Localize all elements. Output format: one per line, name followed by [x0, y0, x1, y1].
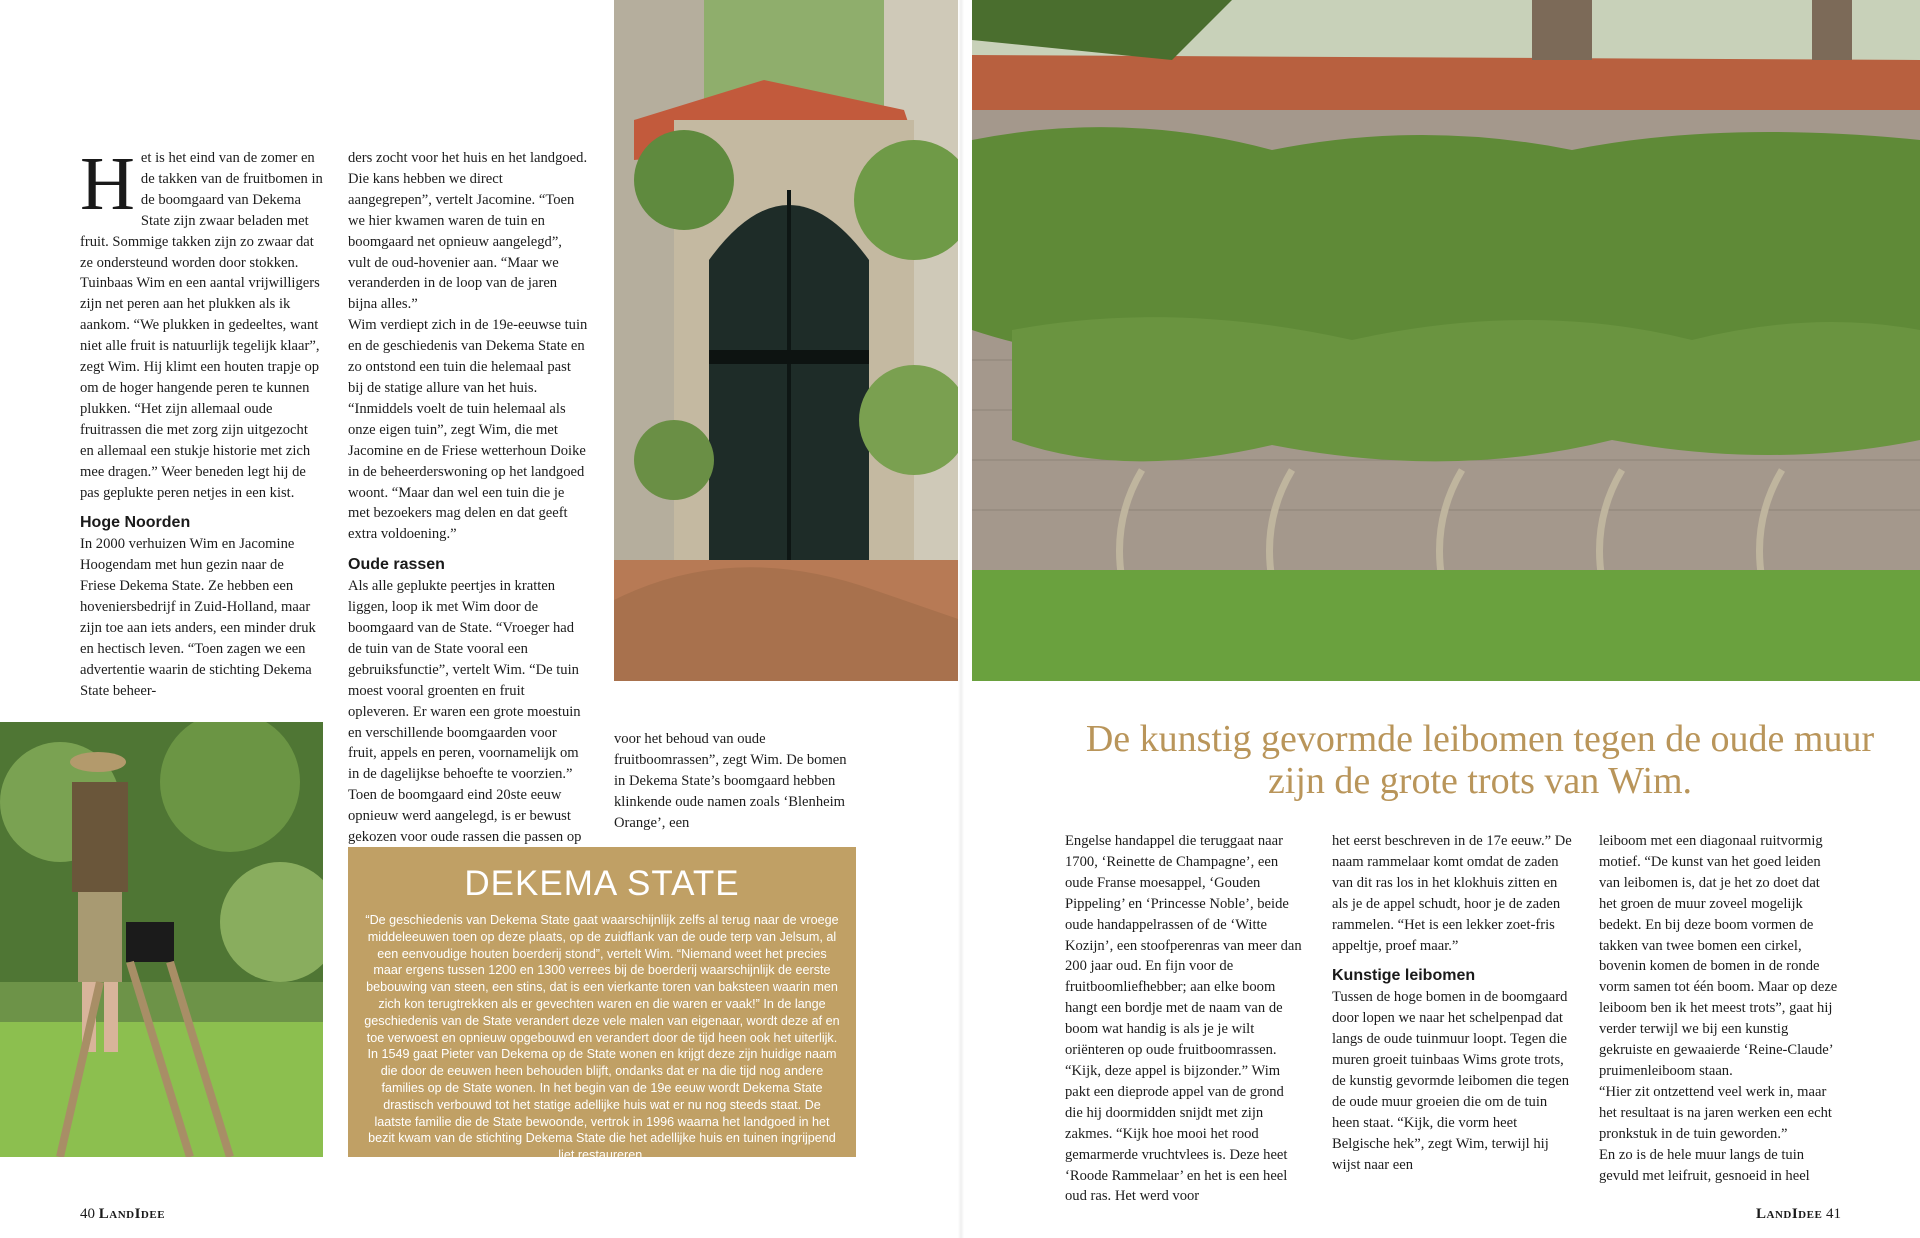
- paragraph: Toen de boomgaard eind 20ste eeuw opnieuw werd aangelegd, is er bewust gekozen voor oude rassen die passen op: [348, 787, 582, 846]
- left-col-3: [614, 729, 856, 834]
- pull-quote: De kunstig gevormde leibomen tegen de oude muur zijn de grote trots van Wim.: [1085, 718, 1875, 802]
- folio-left: [80, 1206, 165, 1223]
- dropcap: H: [80, 142, 135, 226]
- sidebar-text: “De geschiedenis van Dekema State gaat waarschijnlijk zelfs al terug naar de vroege middeleeuwen toen op deze plaats, op de zuidflank van de oude terp van Jelsum, al een eenvoudige houten boerderij stond”, vertelt Wim. “Niemand weet het precies maar ergens tussen 1200 en 1300 verrees bij de boerderij waarschijnlijk de eerste bebouwing van steen, een stins, dat is een vierkante toren van baksteen waarin men zich kon terugtrekken als er gevechten waren en die waren er vaak!” In de lange geschiedenis van de State verandert deze vele malen van eigenaar, wordt deze af en toe verwoest en opnieuw opgebouwd en verandert door de tijd heen ook het uiterlijk. In 1549 gaat Pieter van Dekema op de State wonen en krijgt deze zijn huidige naam die door de eeuwen heen behouden blijft, ondanks dat er na die tijd nog andere families op de State wonen. In het begin van de 19e eeuw wordt Dekema State drastisch verbouwd tot het statige adellijke huis wat er nu nog steeds staat. De laatste familie die de State bewoonde, vertrok in 1996 waarna het landgoed in het bezit kwam van de stichting Dekema State die het adellijke huis en tuinen ingrijpend liet restaureren.: [364, 913, 840, 1163]
- page-number: 40: [80, 1206, 95, 1222]
- folio-right: [1756, 1206, 1841, 1223]
- paragraph: ders zocht voor het huis en het landgoed. Die kans hebben we direct aangegrepen”, vertelt Jacomine. “Toen we hier kwamen waren de tuin en boomgaard net opnieuw aangelegd”, vult de oud-hovenier aan. “Maar we veranderden in de loop van de jaren bijna alles.”: [348, 150, 588, 313]
- right-col-2: [1332, 831, 1572, 1176]
- page-number: 41: [1826, 1206, 1842, 1222]
- photo-gate: [614, 0, 961, 681]
- left-col-1: [80, 142, 323, 702]
- photo-picking: [0, 722, 323, 1157]
- paragraph: Tussen de hoge bomen in de boomgaard door lopen we naar het schelpenpad dat langs de oude tuinmuur loopt. Tegen die muren groeit tuinbaas Wims grote trots, de kunstig gevormde leibomen die tegen de oude muur groeien die om de tuin heen staat. “Kijk, die vorm heet Belgische hek”, zegt Wim, terwijl hij wijst naar een: [1332, 989, 1570, 1173]
- heading-kunstige-leibomen: Kunstige leibomen: [1332, 967, 1476, 985]
- heading-hoge-noorden: Hoge Noorden: [80, 514, 191, 532]
- spine-gutter: [958, 0, 964, 1238]
- paragraph: leiboom met een diagonaal ruitvormig motief. “De kunst van het goed leiden van leibomen is, dat je het zo doet dat het groen de muur zoveel mogelijk bedekt. En bij deze boom vormen de takken van twee bomen een cirkel, bovenin komen de bomen in de ronde vorm samen tot één boom. Maar op deze leiboom ben ik het meest trots”, gaat hij verder terwijl we bij een kunstig gekruiste en gewaaierde ‘Reine-Claude’ pruimenleiboom staan.: [1599, 833, 1838, 1079]
- photo-espalier-wall: [972, 0, 1920, 681]
- sidebar-dekema-state: [348, 847, 856, 1163]
- magazine-name: LandIdee: [1756, 1206, 1823, 1222]
- paragraph: “Hier zit ontzettend veel werk in, maar het resultaat is na jaren werken een echt pronkstuk in de tuin geworden.”: [1599, 1083, 1832, 1142]
- heading-oude-rassen: Oude rassen: [348, 556, 445, 574]
- intro-paragraph: Het is het eind van de zomer en de takken van de fruitbomen in de boomgaard van Dekema State zijn zwaar beladen met fruit. Sommige takken zijn zo zwaar dat ze ondersteund worden door stokken. Tuinbaas Wim en een aantal vrijwilligers zijn net peren aan het plukken als ik aankom. “We plukken in gedeeltes, want niet alle fruit is natuurlijk tegelijk klaar”, zegt Wim. Hij klimt een houten trapje op om de hoger hangende peren te kunnen plukken. “Het zijn allemaal oude fruitrassen die met zorg zijn uitgezocht en allemaal een stukje historie met zich mee dragen.” Weer beneden legt hij de pas geplukte peren netjes in een kist.: [80, 142, 323, 501]
- magazine-name: LandIdee: [98, 1206, 166, 1222]
- paragraph: voor het behoud van oude fruitboomrassen”, zegt Wim. De bomen in Dekema State’s boomgaard hebben klinkende oude namen zoals ‘Blenheim Orange’, een: [614, 731, 847, 831]
- paragraph: Engelse handappel die teruggaat naar 1700, ‘Reinette de Champagne’, een oude Franse moesappel, ‘Gouden Pippeling’ en ‘Princesse Noble’, beide oude handappelrassen of de ‘Witte Kozijn’, een stoofperenras van meer dan 200 jaar oud. En fijn voor de fruitboomliefhebber; aan elke boom hangt een bordje met de naam van de boom wat handig is als je je wilt oriënteren op oude fruitboomrassen. “Kijk, deze appel is bijzonder.” Wim pakt een dieprode appel van de grond die hij doormidden snijdt met zijn zakmes. “Kijk hoe mooi het rood gemarmerde vruchtvlees is. Deze heet ‘Roode Rammelaar’ en het is een heel oud ras. Het werd voor: [1065, 833, 1302, 1205]
- paragraph: Wim verdiept zich in de 19e-eeuwse tuin en de geschiedenis van Dekema State en zo ontstond een tuin die helemaal past bij de statige allure van het huis. “Inmiddels voelt de tuin helemaal als onze eigen tuin”, zegt Wim, die met Jacomine en de Friese wetterhoun Doike in de beheerderswoning op het landgoed woont. “Maar dan wel een tuin die je met bezoekers mag delen en dat geeft extra voldoening.”: [348, 317, 588, 543]
- paragraph: In 2000 verhuizen Wim en Jacomine Hoogendam met hun gezin naar de Friese Dekema State. Ze hebben een hoveniersbedrijf in Zuid-Holland, maar zijn toe aan iets anders, een minder druk en hectisch leven. “Toen zagen we een advertentie waarin de stichting Dekema State beheer-: [80, 536, 316, 699]
- paragraph: Als alle geplukte peertjes in kratten liggen, loop ik met Wim door de boomgaard van de State. “Vroeger had de tuin van de State vooral een gebruiksfunctie”, vertelt Wim. “De tuin moest vooral groenten en fruit opleveren. Er waren een grote moestuin en verschillende boomgaarden voor fruit, appels en peren, voornamelijk om in de dagelijkse behoefte te voorzien.”: [348, 578, 581, 783]
- right-col-3: [1599, 831, 1839, 1186]
- left-col-2: [348, 148, 588, 890]
- paragraph: het eerst beschreven in de 17e eeuw.” De naam rammelaar komt omdat de zaden van dit ras los in het klokhuis zitten en als je de appel schudt, hoor je de zaden rammelen. “Het is een lekker zoet-fris appeltje, proef maar.”: [1332, 833, 1572, 954]
- sidebar-title: DEKEMA STATE: [464, 864, 740, 903]
- paragraph: En zo is de hele muur langs de tuin gevuld met leifruit, gesnoeid in heel: [1599, 1146, 1810, 1184]
- right-col-1: [1065, 831, 1305, 1207]
